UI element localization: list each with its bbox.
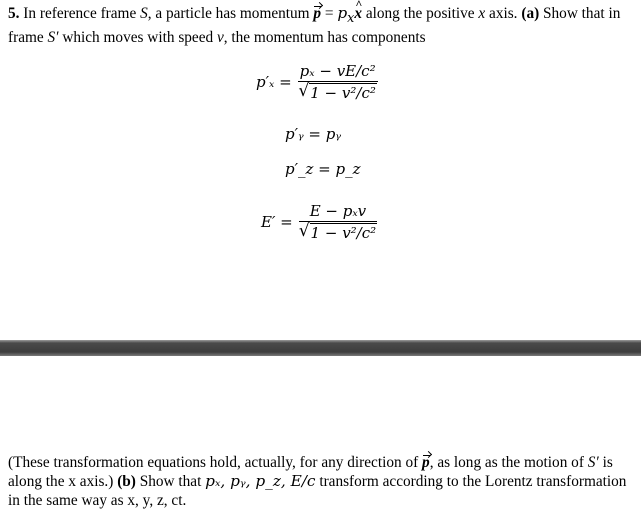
equation-px-lhs: p′ₓ =	[256, 73, 292, 91]
equals-sign: =	[321, 5, 338, 22]
equation-pz	[285, 160, 361, 178]
note-text: Show that	[135, 473, 206, 490]
note-text: , as long as the motion of	[429, 454, 588, 471]
part-b-label: (b)	[117, 473, 136, 490]
part-a-label: (a)	[521, 5, 540, 22]
four-momentum-components: pₓ, pᵧ, p_z, E/c	[205, 472, 316, 490]
frame-s-prime: S′	[587, 454, 599, 471]
problem-text: which moves with speed	[58, 29, 217, 47]
note-text: (These transformation equations hold, actually, for any direction of	[8, 454, 423, 471]
equation-pz-text: p′_z = p_z	[285, 160, 361, 178]
momentum-vector: p	[422, 454, 430, 471]
frame-s-prime: S′	[47, 29, 59, 47]
equation-px-denominator	[298, 82, 376, 102]
problem-text: Show that in frame	[8, 5, 621, 47]
px-subscript: x	[347, 11, 355, 27]
speed-v: v	[216, 29, 224, 47]
px-symbol: p	[337, 4, 348, 22]
note-text: transform according to the Lorentz transformation in the same way as x, y, z, ct.	[8, 473, 627, 509]
equation-energy	[261, 202, 377, 242]
equation-px-fraction	[298, 62, 378, 102]
equation-energy-lhs: E′ =	[261, 213, 293, 231]
problem-text: axis.	[485, 5, 522, 22]
axis-x: x	[478, 5, 486, 22]
equation-px	[256, 62, 378, 102]
equation-energy-numerator: E − pₓv	[309, 202, 367, 220]
problem-text: along the positive	[362, 5, 479, 22]
problem-text: , a particle has momentum	[147, 5, 314, 22]
radicand: 1 − v²/c²	[310, 224, 377, 242]
note-text: is along the x axis.)	[8, 454, 613, 490]
frame-s: S	[140, 5, 148, 22]
page-divider	[0, 340, 641, 356]
problem-number: 5.	[8, 5, 20, 22]
equation-energy-denominator	[299, 222, 377, 242]
radicand: 1 − v²/c²	[310, 84, 376, 102]
problem-statement	[8, 4, 636, 47]
sqrt-icon: √	[298, 221, 310, 241]
problem-text: In reference frame	[19, 5, 141, 22]
equation-py	[285, 125, 341, 143]
equation-py-text: p′ᵧ = pᵧ	[285, 125, 342, 143]
problem-text: , the momentum has components	[223, 29, 426, 47]
note-paragraph	[8, 453, 636, 510]
equation-px-numerator: pₓ − vE/c²	[299, 62, 376, 80]
equation-energy-fraction	[299, 202, 377, 242]
x-unit-vector: ^ x	[354, 4, 362, 23]
sqrt-icon: √	[298, 81, 310, 101]
momentum-vector: p	[313, 5, 322, 22]
